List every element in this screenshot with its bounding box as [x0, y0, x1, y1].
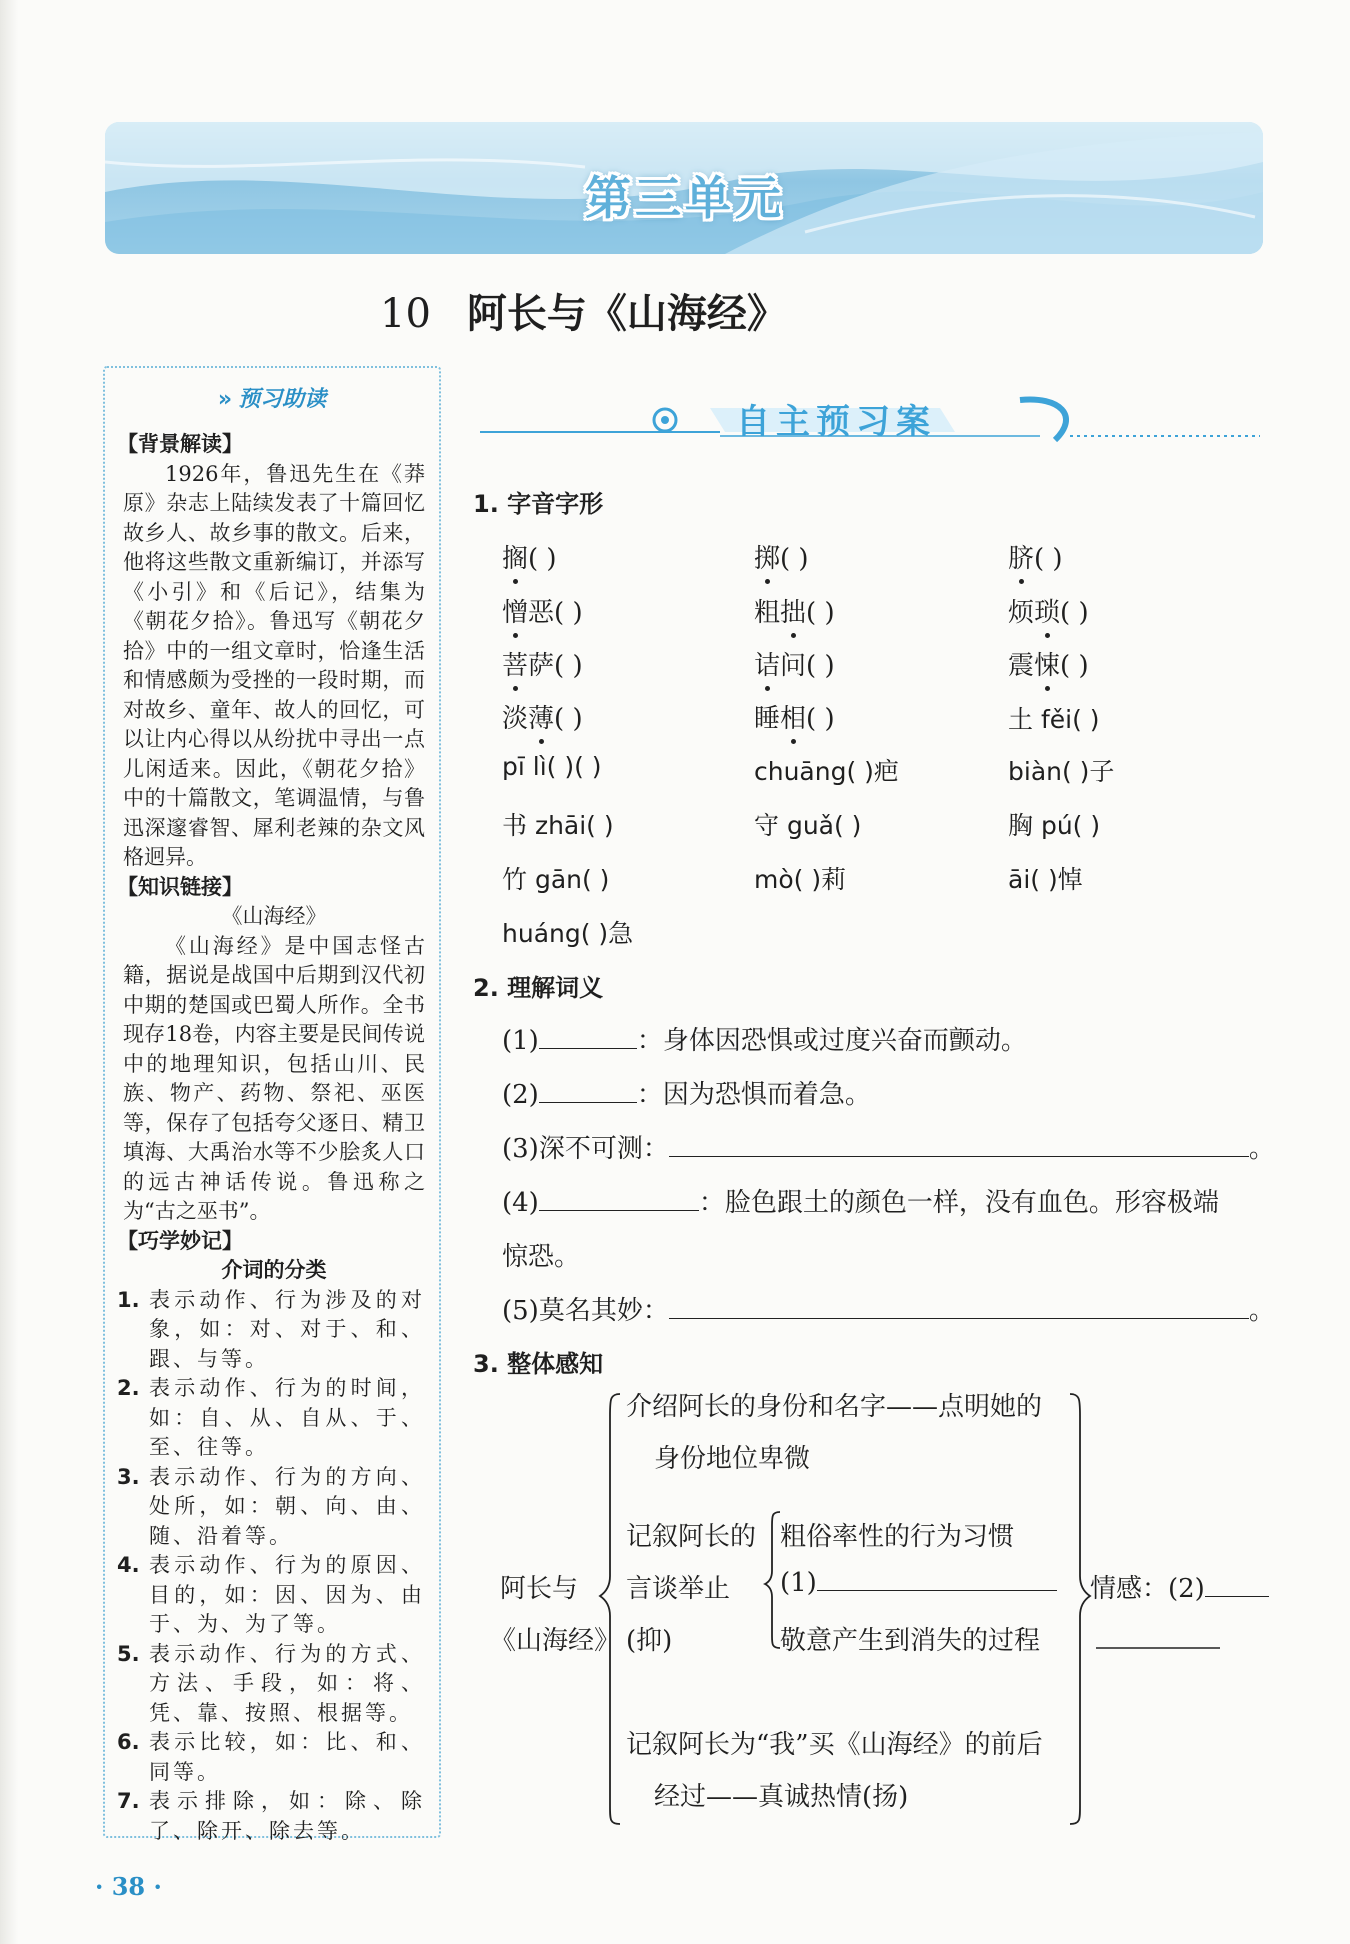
- list-number: 6.: [117, 1730, 140, 1754]
- lesson-number: 10: [380, 291, 431, 337]
- structure-diagram: [490, 1386, 1270, 1826]
- background-heading: 【背景解读】: [117, 432, 243, 456]
- branch2-label-3: (抑): [626, 1626, 673, 1656]
- answer-blank[interactable]: [817, 1570, 1057, 1591]
- branch1-line-2: 身份地位卑微: [654, 1444, 811, 1474]
- list-item: [117, 1787, 425, 1846]
- answer-blank[interactable]: [669, 1298, 1249, 1319]
- list-item: [117, 1640, 425, 1729]
- list-number: 7.: [117, 1789, 140, 1813]
- list-item: [117, 1728, 425, 1787]
- pinyin-item: 土 fěi( ): [1008, 705, 1100, 734]
- preview-sidebar: [103, 366, 441, 1843]
- char-item: 脐( ): [1008, 544, 1063, 574]
- pinyin-item: huáng( )急: [502, 919, 634, 948]
- pinyin-item: biàn( )子: [1008, 757, 1115, 786]
- char-item: 憎恶( ): [502, 598, 583, 628]
- answer-blank[interactable]: [539, 1082, 637, 1103]
- lesson-title: [380, 282, 1080, 339]
- char-item: 烦琐( ): [1008, 598, 1089, 628]
- list-text: 表示动作、行为涉及的对象，如：对、对于、和、跟、与等。: [149, 1287, 425, 1371]
- sidebar-header-label: 预习助读: [238, 387, 327, 412]
- definition-5: (5)莫名其妙： 。: [502, 1296, 1275, 1326]
- pinyin-item: āi( )悼: [1008, 865, 1083, 894]
- list-text: 表示比较，如：比、和、同等。: [149, 1730, 425, 1784]
- pinyin-item: pī lì( )( ): [502, 752, 602, 781]
- self-study-title: 自主预习案: [736, 402, 936, 442]
- self-study-header: [480, 388, 1260, 448]
- branch3-line-1: 记叙阿长为“我”买《山海经》的前后: [626, 1730, 1043, 1760]
- answer-blank[interactable]: [539, 1190, 699, 1211]
- list-text: 表示动作、行为的方向、处所，如：朝、向、由、随、沿着等。: [149, 1464, 425, 1548]
- double-chevron-icon: »: [217, 387, 233, 412]
- pinyin-item: 书 zhāi( ): [502, 811, 614, 840]
- pinyin-item: 守 guǎ( ): [754, 811, 862, 840]
- pinyin-item: chuāng( )疤: [754, 757, 899, 786]
- pinyin-item: 竹 gān( ): [502, 865, 610, 894]
- memory-heading: 【巧学妙记】: [117, 1228, 243, 1253]
- definition-3: (3)深不可测： 。: [502, 1134, 1275, 1164]
- answer-blank[interactable]: [539, 1028, 637, 1049]
- root-line-1: 阿长与: [500, 1574, 579, 1604]
- definition-4: (4) ：脸色跟土的颜色一样，没有血色。形容极端: [502, 1188, 1219, 1218]
- answer-blank[interactable]: [1205, 1576, 1269, 1597]
- list-number: 4.: [117, 1553, 140, 1577]
- preposition-list: [117, 1286, 425, 1847]
- background-text: 1926年，鲁迅先生在《莽原》杂志上陆续发表了十篇回忆故乡人、故乡事的散文。后来，他将这些散文重新编订，并添写《小引》和《后记》，结集为《朝花夕拾》。鲁迅写《朝花夕拾》中的一组文章时，恰逢生活和情感颇为受挫的一段时期，而对故乡、童年、故人的回忆，可以让内心得以从纷扰中寻出一点儿闲适来。因此，《朝花夕拾》中的十篇散文，笔调温情，与鲁迅深邃睿智、犀利老辣的杂文风格迥异。: [123, 461, 425, 869]
- section-3-title: 3. 整体感知: [473, 1350, 604, 1378]
- knowledge-text: 《山海经》是中国志怪古籍，据说是战国中后期到汉代初中期的楚国或巴蜀人所作。全书现存18卷，内容主要是民间传说中的地理知识，包括山川、民族、物产、药物、祭祀、巫医等，保存了包括夸父逐日、精卫填海、大禹治水等不少脍炙人口的远古神话传说。鲁迅称之为“古之巫书”。: [123, 933, 425, 1223]
- char-item: 粗拙( ): [754, 598, 835, 628]
- list-text: 表示动作、行为的时间，如：自、从、自从、于、至、往等。: [149, 1376, 425, 1459]
- sidebar-header: [105, 382, 439, 413]
- list-item: [117, 1286, 425, 1375]
- pinyin-item: 胸 pú( ): [1008, 811, 1101, 840]
- branch2-label-2: 言谈举止: [626, 1574, 731, 1604]
- char-item: 诘问( ): [754, 651, 835, 681]
- branch2-label-1: 记叙阿长的: [626, 1522, 757, 1552]
- branch3-line-2: 经过——真诚热情(扬): [654, 1782, 909, 1812]
- list-text: 表示动作、行为的原因、目的，如：因、因为、由于、为、为了等。: [149, 1553, 425, 1636]
- branch1-line-1: 介绍阿长的身份和名字——点明她的: [626, 1392, 1043, 1422]
- unit-banner: [105, 122, 1263, 254]
- list-item: [117, 1463, 425, 1552]
- char-item: 睡相( ): [754, 704, 835, 734]
- list-text: 表示排除，如：除、除了、除开、除去等。: [149, 1789, 425, 1843]
- definition-2: (2) ：因为恐惧而着急。: [502, 1080, 871, 1110]
- char-item: 淡薄( ): [502, 704, 583, 734]
- section-1-title: 1. 字音字形: [473, 490, 604, 518]
- char-item: 掷( ): [754, 544, 809, 574]
- section-2-title: 2. 理解词义: [473, 974, 604, 1002]
- page-edge: [0, 0, 18, 1944]
- char-item: 菩萨( ): [502, 651, 583, 681]
- char-item: 震悚( ): [1008, 651, 1089, 681]
- knowledge-subtitle: 《山海经》: [221, 904, 327, 928]
- branch2-item-1: 粗俗率性的行为习惯: [780, 1522, 1015, 1552]
- list-item: [117, 1374, 425, 1463]
- sidebar-content: [117, 430, 425, 1846]
- answer-blank[interactable]: [669, 1136, 1249, 1157]
- root-line-2: 《山海经》: [490, 1626, 621, 1656]
- list-item: [117, 1551, 425, 1640]
- list-number: 1.: [117, 1287, 140, 1312]
- pinyin-item: mò( )莉: [754, 865, 847, 894]
- definition-1: (1) ：身体因恐惧或过度兴奋而颤动。: [502, 1026, 1027, 1056]
- memory-subtitle: 介词的分类: [221, 1258, 327, 1282]
- lesson-name: 阿长与《山海经》: [466, 290, 787, 337]
- list-number: 5.: [117, 1641, 140, 1666]
- definition-4-cont: 惊恐。: [502, 1242, 581, 1272]
- knowledge-heading: 【知识链接】: [117, 874, 243, 899]
- list-text: 表示动作、行为的方式、方法、手段，如：将、凭、靠、按照、根据等。: [149, 1641, 425, 1725]
- unit-title: 第三单元: [585, 171, 785, 225]
- emotion-label: 情感：(2): [1090, 1568, 1269, 1605]
- char-item: 搁( ): [502, 544, 557, 574]
- list-number: 3.: [117, 1464, 140, 1489]
- branch2-item-3: 敬意产生到消失的过程: [780, 1626, 1041, 1656]
- branch2-item-2: (1): [780, 1568, 1057, 1598]
- page-number: · 38 ·: [95, 1872, 162, 1901]
- list-number: 2.: [117, 1376, 140, 1400]
